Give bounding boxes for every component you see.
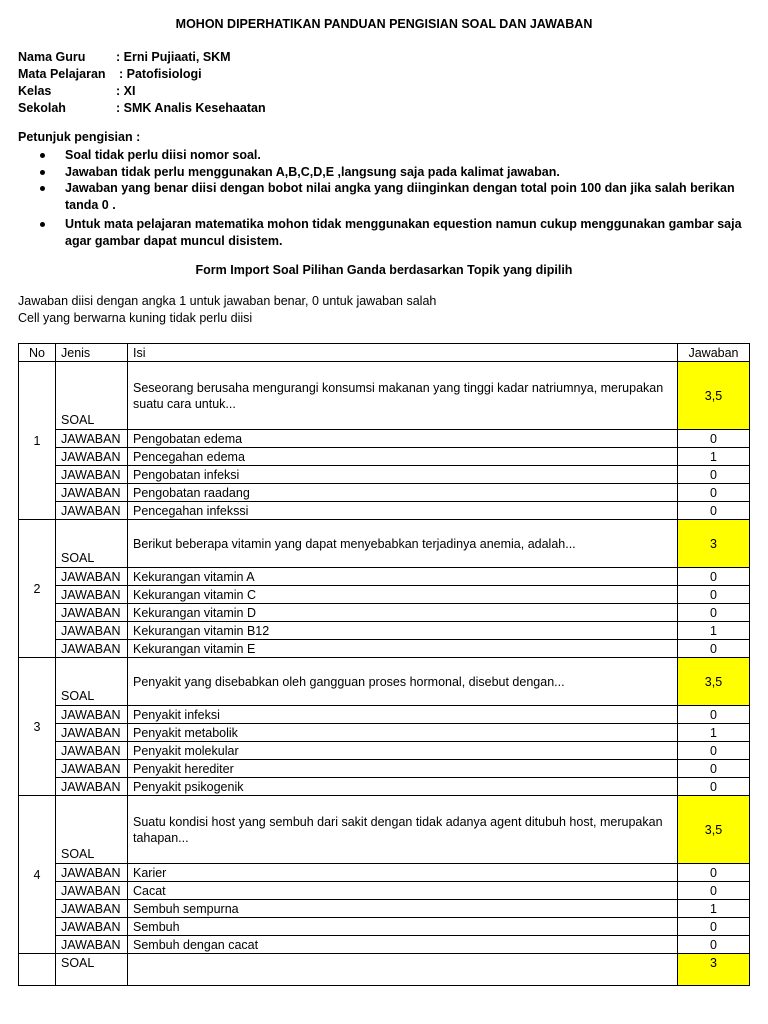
answer-text[interactable]: Pengobatan infeksi [128, 466, 678, 484]
answer-text[interactable]: Pengobatan edema [128, 430, 678, 448]
table-row-jawaban [19, 918, 750, 936]
jenis-soal-cell: SOAL [56, 954, 128, 986]
instruction-item: Soal tidak perlu diisi nomor soal. [40, 147, 750, 164]
answer-text[interactable]: Penyakit metabolik [128, 724, 678, 742]
jenis-jawaban-cell: JAWABAN [56, 900, 128, 918]
jenis-jawaban-cell: JAWABAN [56, 430, 128, 448]
teacher-info [18, 49, 266, 117]
question-weight[interactable]: 3 [678, 954, 750, 986]
answer-value[interactable]: 1 [678, 724, 750, 742]
table-header-row [19, 344, 750, 362]
answer-text[interactable]: Sembuh [128, 918, 678, 936]
table-row-jawaban [19, 742, 750, 760]
jenis-soal-cell: SOAL [56, 658, 128, 706]
answer-value[interactable]: 1 [678, 900, 750, 918]
question-text[interactable]: Penyakit yang disebabkan oleh gangguan proses hormonal, disebut dengan... [128, 658, 678, 706]
answer-value[interactable]: 0 [678, 760, 750, 778]
jenis-jawaban-cell: JAWABAN [56, 742, 128, 760]
jenis-jawaban-cell: JAWABAN [56, 778, 128, 796]
info-label: Mata Pelajaran [18, 67, 106, 81]
note-scoring: Jawaban diisi dengan angka 1 untuk jawaban benar, 0 untuk jawaban salah [18, 294, 437, 308]
question-text[interactable]: Suatu kondisi host yang sembuh dari sakit dengan tidak adanya agent ditubuh host, merupakan tahapan... [128, 796, 678, 864]
info-row-nama-guru [18, 49, 266, 66]
answer-text[interactable]: Kekurangan vitamin A [128, 568, 678, 586]
jenis-soal-cell: SOAL [56, 362, 128, 430]
answer-value[interactable]: 0 [678, 706, 750, 724]
table-row-jawaban [19, 604, 750, 622]
answer-text[interactable]: Penyakit molekular [128, 742, 678, 760]
table-row-jawaban [19, 640, 750, 658]
answer-text[interactable]: Kekurangan vitamin D [128, 604, 678, 622]
info-row-sekolah [18, 100, 266, 117]
header-jawaban: Jawaban [678, 344, 750, 362]
table-row-jawaban [19, 466, 750, 484]
instruction-item: Jawaban yang benar diisi dengan bobot nilai angka yang diinginkan dengan total poin 100 dan jika salah berikan tanda 0 . [40, 180, 750, 213]
table-row-soal-partial [19, 954, 750, 986]
jenis-jawaban-cell: JAWABAN [56, 484, 128, 502]
answer-text[interactable]: Pencegahan edema [128, 448, 678, 466]
question-number: 1 [19, 362, 56, 520]
answer-text[interactable]: Pencegahan infekssi [128, 502, 678, 520]
header-jenis: Jenis [56, 344, 128, 362]
question-table-body [19, 362, 750, 986]
jenis-jawaban-cell: JAWABAN [56, 604, 128, 622]
question-text[interactable]: Berikut beberapa vitamin yang dapat menyebabkan terjadinya anemia, adalah... [128, 520, 678, 568]
answer-value[interactable]: 1 [678, 622, 750, 640]
instruction-item: Jawaban tidak perlu menggunakan A,B,C,D,E ,langsung saja pada kalimat jawaban. [40, 164, 750, 181]
answer-value[interactable]: 0 [678, 466, 750, 484]
instructions-list [40, 147, 750, 249]
info-label: Sekolah [18, 101, 66, 115]
question-number [19, 954, 56, 986]
jenis-jawaban-cell: JAWABAN [56, 936, 128, 954]
jenis-jawaban-cell: JAWABAN [56, 448, 128, 466]
info-value: : Patofisiologi [119, 67, 202, 81]
jenis-soal-cell: SOAL [56, 796, 128, 864]
info-label: Nama Guru [18, 50, 86, 64]
jenis-jawaban-cell: JAWABAN [56, 586, 128, 604]
table-row-soal [19, 520, 750, 568]
question-table [18, 343, 750, 986]
question-weight[interactable]: 3,5 [678, 362, 750, 430]
question-weight[interactable]: 3 [678, 520, 750, 568]
table-row-soal [19, 658, 750, 706]
jenis-jawaban-cell: JAWABAN [56, 864, 128, 882]
table-row-jawaban [19, 448, 750, 466]
answer-text[interactable]: Kekurangan vitamin C [128, 586, 678, 604]
answer-value[interactable]: 0 [678, 586, 750, 604]
answer-text[interactable]: Sembuh sempurna [128, 900, 678, 918]
answer-value[interactable]: 0 [678, 918, 750, 936]
answer-text[interactable]: Cacat [128, 882, 678, 900]
answer-text[interactable]: Kekurangan vitamin E [128, 640, 678, 658]
table-row-soal [19, 796, 750, 864]
table-row-jawaban [19, 502, 750, 520]
table-row-jawaban [19, 622, 750, 640]
answer-text[interactable]: Penyakit infeksi [128, 706, 678, 724]
table-row-jawaban [19, 760, 750, 778]
answer-text[interactable]: Penyakit herediter [128, 760, 678, 778]
jenis-jawaban-cell: JAWABAN [56, 640, 128, 658]
instructions-heading: Petunjuk pengisian : [18, 130, 141, 144]
jenis-jawaban-cell: JAWABAN [56, 568, 128, 586]
question-weight[interactable]: 3,5 [678, 796, 750, 864]
note-yellow-cells: Cell yang berwarna kuning tidak perlu diisi [18, 311, 253, 325]
table-row-jawaban [19, 724, 750, 742]
answer-value[interactable]: 0 [678, 882, 750, 900]
info-label: Kelas [18, 84, 52, 98]
jenis-jawaban-cell: JAWABAN [56, 622, 128, 640]
answer-value[interactable]: 0 [678, 640, 750, 658]
info-value: : Erni Pujiaati, SKM [116, 50, 231, 64]
question-number: 3 [19, 658, 56, 796]
jenis-jawaban-cell: JAWABAN [56, 502, 128, 520]
question-number: 4 [19, 796, 56, 954]
table-row-jawaban [19, 882, 750, 900]
answer-text[interactable]: Pengobatan raadang [128, 484, 678, 502]
answer-text[interactable]: Karier [128, 864, 678, 882]
page-title: MOHON DIPERHATIKAN PANDUAN PENGISIAN SOAL DAN JAWABAN [175, 17, 593, 31]
answer-value[interactable]: 0 [678, 430, 750, 448]
info-row-mata-pelajaran [18, 66, 266, 83]
answer-value[interactable]: 0 [678, 502, 750, 520]
jenis-jawaban-cell: JAWABAN [56, 466, 128, 484]
table-row-jawaban [19, 706, 750, 724]
answer-value[interactable]: 0 [678, 864, 750, 882]
question-text[interactable] [128, 954, 678, 986]
table-row-jawaban [19, 430, 750, 448]
header-no: No [19, 344, 56, 362]
table-row-jawaban [19, 864, 750, 882]
table-row-jawaban [19, 568, 750, 586]
jenis-jawaban-cell: JAWABAN [56, 882, 128, 900]
form-title: Form Import Soal Pilihan Ganda berdasarkan Topik yang dipilih [195, 263, 573, 277]
info-row-kelas [18, 83, 266, 100]
table-row-jawaban [19, 484, 750, 502]
answer-value[interactable]: 0 [678, 484, 750, 502]
question-number: 2 [19, 520, 56, 658]
answer-value[interactable]: 0 [678, 936, 750, 954]
info-value: : SMK Analis Kesehaatan [116, 101, 266, 115]
answer-value[interactable]: 0 [678, 604, 750, 622]
table-row-jawaban [19, 778, 750, 796]
answer-value[interactable]: 0 [678, 778, 750, 796]
answer-value[interactable]: 0 [678, 742, 750, 760]
table-row-jawaban [19, 900, 750, 918]
question-weight[interactable]: 3,5 [678, 658, 750, 706]
jenis-jawaban-cell: JAWABAN [56, 706, 128, 724]
jenis-jawaban-cell: JAWABAN [56, 724, 128, 742]
answer-value[interactable]: 0 [678, 568, 750, 586]
table-row-jawaban [19, 586, 750, 604]
answer-text[interactable]: Sembuh dengan cacat [128, 936, 678, 954]
question-text[interactable]: Seseorang berusaha mengurangi konsumsi makanan yang tinggi kadar natriumnya, merupakan suatu cara untuk... [128, 362, 678, 430]
jenis-soal-cell: SOAL [56, 520, 128, 568]
jenis-jawaban-cell: JAWABAN [56, 918, 128, 936]
answer-text[interactable]: Kekurangan vitamin B12 [128, 622, 678, 640]
jenis-jawaban-cell: JAWABAN [56, 760, 128, 778]
answer-text[interactable]: Penyakit psikogenik [128, 778, 678, 796]
instruction-item: Untuk mata pelajaran matematika mohon tidak menggunakan equestion namun cukup menggunakan gambar saja agar gambar dapat muncul disistem. [40, 216, 750, 249]
table-row-jawaban [19, 936, 750, 954]
answer-value[interactable]: 1 [678, 448, 750, 466]
header-isi: Isi [128, 344, 678, 362]
info-value: : XI [116, 84, 136, 98]
table-row-soal [19, 362, 750, 430]
